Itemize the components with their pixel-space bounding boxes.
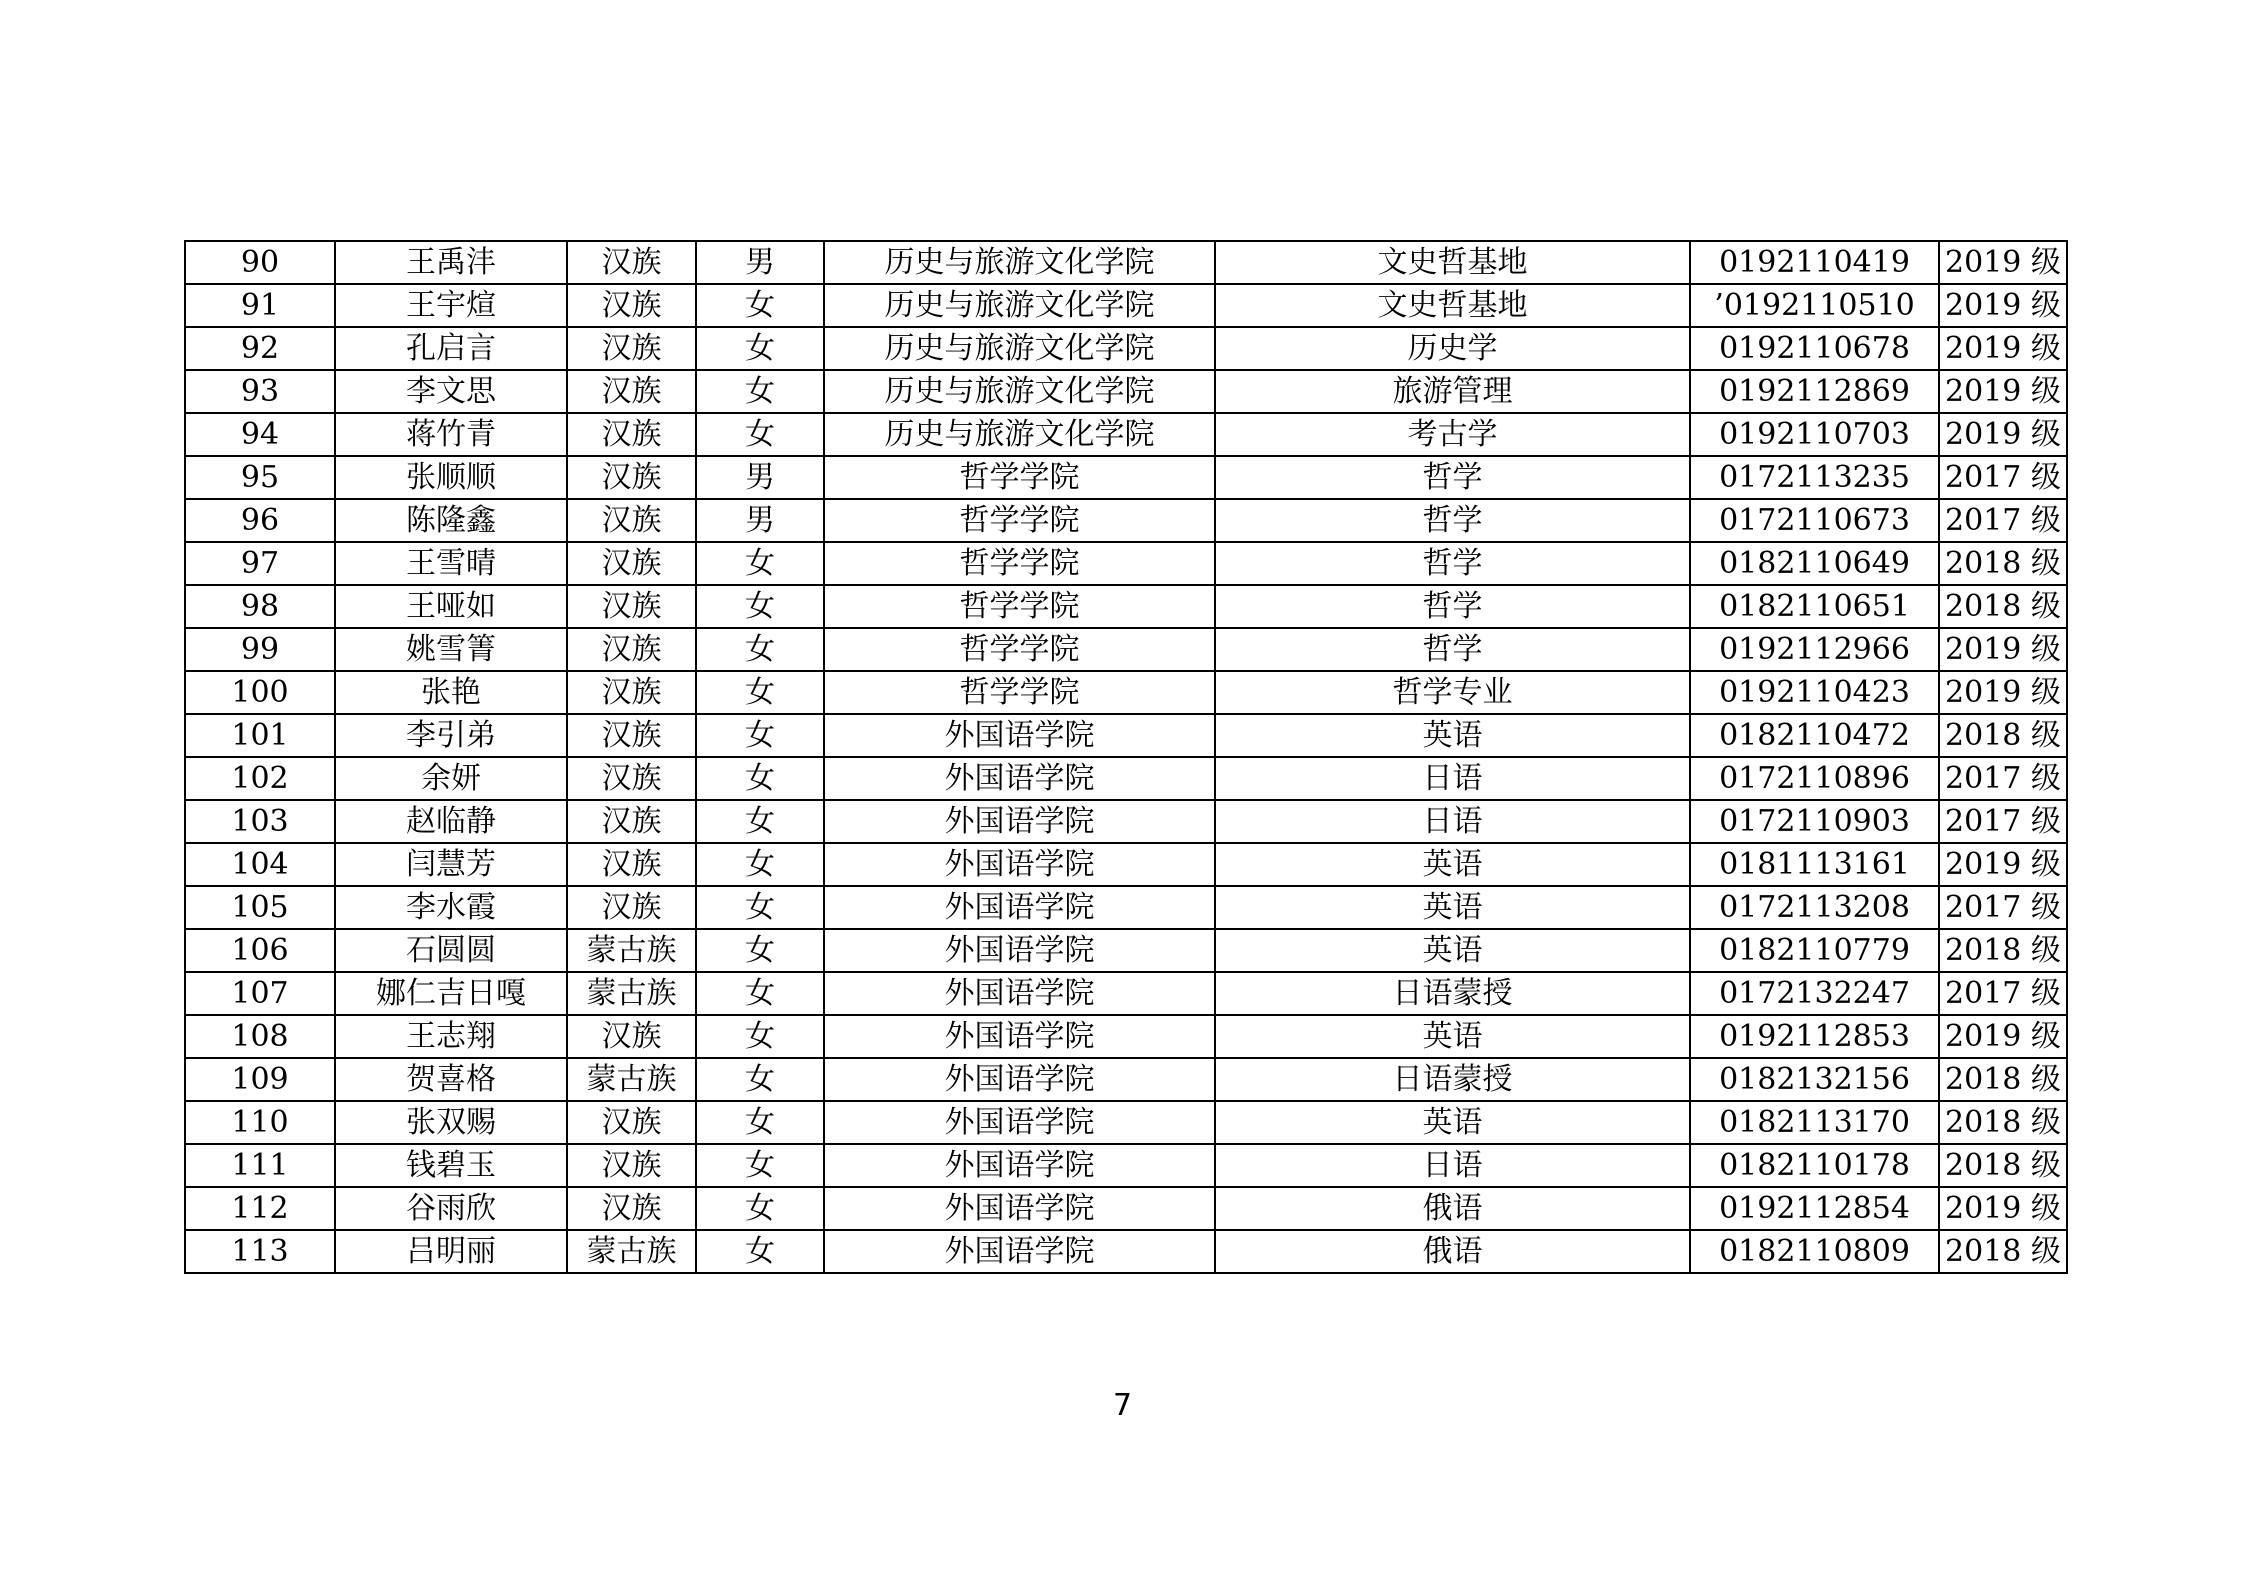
college-cell: 外国语学院 — [824, 1187, 1215, 1230]
college-cell: 外国语学院 — [824, 929, 1215, 972]
name-cell: 赵临静 — [335, 800, 567, 843]
gender-cell: 女 — [696, 370, 824, 413]
ethnicity-cell: 汉族 — [567, 671, 696, 714]
gender-cell: 女 — [696, 1058, 824, 1101]
name-cell: 王雪晴 — [335, 542, 567, 585]
ethnicity-cell: 汉族 — [567, 370, 696, 413]
gender-cell: 男 — [696, 241, 824, 284]
college-cell: 历史与旅游文化学院 — [824, 370, 1215, 413]
gender-cell: 女 — [696, 1144, 824, 1187]
row-index-cell: 104 — [185, 843, 335, 886]
name-cell: 蒋竹青 — [335, 413, 567, 456]
ethnicity-cell: 汉族 — [567, 757, 696, 800]
gender-cell: 女 — [696, 628, 824, 671]
ethnicity-cell: 汉族 — [567, 585, 696, 628]
student-id-cell: 0182113170 — [1690, 1101, 1939, 1144]
table-row — [185, 327, 2067, 370]
name-cell: 石圆圆 — [335, 929, 567, 972]
college-cell: 哲学学院 — [824, 499, 1215, 542]
student-id-cell: 0192110419 — [1690, 241, 1939, 284]
table-row — [185, 886, 2067, 929]
gender-cell: 女 — [696, 284, 824, 327]
row-index-cell: 99 — [185, 628, 335, 671]
gender-cell: 女 — [696, 1015, 824, 1058]
gender-cell: 女 — [696, 1230, 824, 1273]
table-row — [185, 972, 2067, 1015]
row-index-cell: 94 — [185, 413, 335, 456]
ethnicity-cell: 汉族 — [567, 1101, 696, 1144]
major-cell: 日语 — [1215, 1144, 1690, 1187]
ethnicity-cell: 汉族 — [567, 241, 696, 284]
major-cell: 英语 — [1215, 1101, 1690, 1144]
grade-cell: 2017 级 — [1939, 456, 2067, 499]
roster-body — [185, 241, 2067, 1273]
grade-cell: 2017 级 — [1939, 972, 2067, 1015]
name-cell: 吕明丽 — [335, 1230, 567, 1273]
gender-cell: 女 — [696, 327, 824, 370]
student-id-cell: 0182110651 — [1690, 585, 1939, 628]
table-row — [185, 1187, 2067, 1230]
gender-cell: 女 — [696, 972, 824, 1015]
college-cell: 外国语学院 — [824, 714, 1215, 757]
table-row — [185, 714, 2067, 757]
college-cell: 外国语学院 — [824, 757, 1215, 800]
grade-cell: 2019 级 — [1939, 1015, 2067, 1058]
college-cell: 哲学学院 — [824, 542, 1215, 585]
row-index-cell: 90 — [185, 241, 335, 284]
row-index-cell: 109 — [185, 1058, 335, 1101]
row-index-cell: 107 — [185, 972, 335, 1015]
gender-cell: 女 — [696, 843, 824, 886]
name-cell: 娜仁吉日嘎 — [335, 972, 567, 1015]
college-cell: 历史与旅游文化学院 — [824, 241, 1215, 284]
grade-cell: 2019 级 — [1939, 628, 2067, 671]
student-id-cell: ’0192110510 — [1690, 284, 1939, 327]
grade-cell: 2018 级 — [1939, 1144, 2067, 1187]
name-cell: 谷雨欣 — [335, 1187, 567, 1230]
major-cell: 哲学 — [1215, 628, 1690, 671]
grade-cell: 2017 级 — [1939, 757, 2067, 800]
major-cell: 英语 — [1215, 843, 1690, 886]
table-row — [185, 671, 2067, 714]
table-row — [185, 585, 2067, 628]
grade-cell: 2018 级 — [1939, 585, 2067, 628]
gender-cell: 男 — [696, 456, 824, 499]
gender-cell: 女 — [696, 1187, 824, 1230]
college-cell: 外国语学院 — [824, 1015, 1215, 1058]
grade-cell: 2019 级 — [1939, 327, 2067, 370]
table-row — [185, 499, 2067, 542]
ethnicity-cell: 蒙古族 — [567, 1230, 696, 1273]
gender-cell: 女 — [696, 757, 824, 800]
gender-cell: 女 — [696, 800, 824, 843]
major-cell: 日语 — [1215, 757, 1690, 800]
student-id-cell: 0172113235 — [1690, 456, 1939, 499]
major-cell: 旅游管理 — [1215, 370, 1690, 413]
student-id-cell: 0192112966 — [1690, 628, 1939, 671]
name-cell: 王宇煊 — [335, 284, 567, 327]
ethnicity-cell: 汉族 — [567, 843, 696, 886]
ethnicity-cell: 汉族 — [567, 1144, 696, 1187]
student-id-cell: 0192110678 — [1690, 327, 1939, 370]
name-cell: 陈隆鑫 — [335, 499, 567, 542]
ethnicity-cell: 蒙古族 — [567, 972, 696, 1015]
student-id-cell: 0182132156 — [1690, 1058, 1939, 1101]
ethnicity-cell: 汉族 — [567, 542, 696, 585]
ethnicity-cell: 汉族 — [567, 284, 696, 327]
name-cell: 张双赐 — [335, 1101, 567, 1144]
grade-cell: 2018 级 — [1939, 1058, 2067, 1101]
student-id-cell: 0192112853 — [1690, 1015, 1939, 1058]
grade-cell: 2018 级 — [1939, 1230, 2067, 1273]
gender-cell: 女 — [696, 413, 824, 456]
name-cell: 余妍 — [335, 757, 567, 800]
college-cell: 外国语学院 — [824, 972, 1215, 1015]
grade-cell: 2017 级 — [1939, 800, 2067, 843]
major-cell: 日语蒙授 — [1215, 972, 1690, 1015]
student-id-cell: 0182110649 — [1690, 542, 1939, 585]
major-cell: 英语 — [1215, 714, 1690, 757]
grade-cell: 2018 级 — [1939, 714, 2067, 757]
row-index-cell: 106 — [185, 929, 335, 972]
ethnicity-cell: 汉族 — [567, 499, 696, 542]
college-cell: 哲学学院 — [824, 456, 1215, 499]
table-row — [185, 929, 2067, 972]
grade-cell: 2017 级 — [1939, 886, 2067, 929]
gender-cell: 女 — [696, 1101, 824, 1144]
college-cell: 外国语学院 — [824, 1230, 1215, 1273]
ethnicity-cell: 汉族 — [567, 1187, 696, 1230]
ethnicity-cell: 汉族 — [567, 413, 696, 456]
student-id-cell: 0181113161 — [1690, 843, 1939, 886]
student-id-cell: 0192110423 — [1690, 671, 1939, 714]
row-index-cell: 93 — [185, 370, 335, 413]
gender-cell: 女 — [696, 671, 824, 714]
grade-cell: 2018 级 — [1939, 1101, 2067, 1144]
table-row — [185, 542, 2067, 585]
row-index-cell: 111 — [185, 1144, 335, 1187]
table-row — [185, 1058, 2067, 1101]
name-cell: 李引弟 — [335, 714, 567, 757]
ethnicity-cell: 汉族 — [567, 628, 696, 671]
college-cell: 外国语学院 — [824, 800, 1215, 843]
grade-cell: 2019 级 — [1939, 284, 2067, 327]
grade-cell: 2019 级 — [1939, 671, 2067, 714]
grade-cell: 2019 级 — [1939, 413, 2067, 456]
student-id-cell: 0172132247 — [1690, 972, 1939, 1015]
row-index-cell: 101 — [185, 714, 335, 757]
name-cell: 李文思 — [335, 370, 567, 413]
gender-cell: 女 — [696, 542, 824, 585]
college-cell: 哲学学院 — [824, 628, 1215, 671]
student-id-cell: 0182110472 — [1690, 714, 1939, 757]
table-row — [185, 456, 2067, 499]
gender-cell: 男 — [696, 499, 824, 542]
major-cell: 日语蒙授 — [1215, 1058, 1690, 1101]
student-id-cell: 0172110903 — [1690, 800, 1939, 843]
grade-cell: 2019 级 — [1939, 241, 2067, 284]
row-index-cell: 102 — [185, 757, 335, 800]
name-cell: 钱碧玉 — [335, 1144, 567, 1187]
row-index-cell: 113 — [185, 1230, 335, 1273]
grade-cell: 2017 级 — [1939, 499, 2067, 542]
row-index-cell: 112 — [185, 1187, 335, 1230]
table-row — [185, 1230, 2067, 1273]
student-id-cell: 0172110896 — [1690, 757, 1939, 800]
name-cell: 孔启言 — [335, 327, 567, 370]
table-row — [185, 1101, 2067, 1144]
college-cell: 哲学学院 — [824, 585, 1215, 628]
name-cell: 闫慧芳 — [335, 843, 567, 886]
name-cell: 贺喜格 — [335, 1058, 567, 1101]
name-cell: 王志翔 — [335, 1015, 567, 1058]
major-cell: 考古学 — [1215, 413, 1690, 456]
major-cell: 英语 — [1215, 929, 1690, 972]
college-cell: 外国语学院 — [824, 1058, 1215, 1101]
major-cell: 历史学 — [1215, 327, 1690, 370]
college-cell: 外国语学院 — [824, 843, 1215, 886]
ethnicity-cell: 汉族 — [567, 327, 696, 370]
major-cell: 日语 — [1215, 800, 1690, 843]
grade-cell: 2019 级 — [1939, 843, 2067, 886]
student-id-cell: 0172110673 — [1690, 499, 1939, 542]
gender-cell: 女 — [696, 714, 824, 757]
student-id-cell: 0192112854 — [1690, 1187, 1939, 1230]
grade-cell: 2018 级 — [1939, 929, 2067, 972]
row-index-cell: 97 — [185, 542, 335, 585]
row-index-cell: 103 — [185, 800, 335, 843]
college-cell: 外国语学院 — [824, 1144, 1215, 1187]
table-row — [185, 800, 2067, 843]
student-id-cell: 0182110809 — [1690, 1230, 1939, 1273]
table-row — [185, 241, 2067, 284]
grade-cell: 2019 级 — [1939, 370, 2067, 413]
major-cell: 哲学 — [1215, 585, 1690, 628]
table-row — [185, 1144, 2067, 1187]
table-row — [185, 843, 2067, 886]
student-id-cell: 0182110178 — [1690, 1144, 1939, 1187]
ethnicity-cell: 蒙古族 — [567, 929, 696, 972]
table-row — [185, 370, 2067, 413]
grade-cell: 2019 级 — [1939, 1187, 2067, 1230]
ethnicity-cell: 蒙古族 — [567, 1058, 696, 1101]
name-cell: 王禹沣 — [335, 241, 567, 284]
student-roster-table — [184, 240, 2068, 1274]
major-cell: 文史哲基地 — [1215, 284, 1690, 327]
grade-cell: 2018 级 — [1939, 542, 2067, 585]
college-cell: 外国语学院 — [824, 886, 1215, 929]
gender-cell: 女 — [696, 886, 824, 929]
row-index-cell: 95 — [185, 456, 335, 499]
college-cell: 历史与旅游文化学院 — [824, 413, 1215, 456]
row-index-cell: 108 — [185, 1015, 335, 1058]
row-index-cell: 110 — [185, 1101, 335, 1144]
row-index-cell: 92 — [185, 327, 335, 370]
college-cell: 哲学学院 — [824, 671, 1215, 714]
student-id-cell: 0192112869 — [1690, 370, 1939, 413]
ethnicity-cell: 汉族 — [567, 1015, 696, 1058]
gender-cell: 女 — [696, 929, 824, 972]
table-row — [185, 628, 2067, 671]
table-row — [185, 413, 2067, 456]
name-cell: 姚雪箐 — [335, 628, 567, 671]
college-cell: 外国语学院 — [824, 1101, 1215, 1144]
ethnicity-cell: 汉族 — [567, 886, 696, 929]
college-cell: 历史与旅游文化学院 — [824, 327, 1215, 370]
row-index-cell: 91 — [185, 284, 335, 327]
major-cell: 哲学 — [1215, 456, 1690, 499]
major-cell: 俄语 — [1215, 1187, 1690, 1230]
major-cell: 英语 — [1215, 886, 1690, 929]
table-row — [185, 757, 2067, 800]
ethnicity-cell: 汉族 — [567, 456, 696, 499]
name-cell: 王哑如 — [335, 585, 567, 628]
row-index-cell: 96 — [185, 499, 335, 542]
student-id-cell: 0192110703 — [1690, 413, 1939, 456]
college-cell: 历史与旅游文化学院 — [824, 284, 1215, 327]
page-number: 7 — [1112, 1388, 1133, 1423]
ethnicity-cell: 汉族 — [567, 714, 696, 757]
name-cell: 张艳 — [335, 671, 567, 714]
row-index-cell: 98 — [185, 585, 335, 628]
name-cell: 李水霞 — [335, 886, 567, 929]
major-cell: 文史哲基地 — [1215, 241, 1690, 284]
table-row — [185, 1015, 2067, 1058]
gender-cell: 女 — [696, 585, 824, 628]
ethnicity-cell: 汉族 — [567, 800, 696, 843]
major-cell: 哲学 — [1215, 499, 1690, 542]
student-id-cell: 0182110779 — [1690, 929, 1939, 972]
major-cell: 英语 — [1215, 1015, 1690, 1058]
name-cell: 张顺顺 — [335, 456, 567, 499]
row-index-cell: 105 — [185, 886, 335, 929]
row-index-cell: 100 — [185, 671, 335, 714]
major-cell: 俄语 — [1215, 1230, 1690, 1273]
major-cell: 哲学 — [1215, 542, 1690, 585]
student-id-cell: 0172113208 — [1690, 886, 1939, 929]
table-row — [185, 284, 2067, 327]
major-cell: 哲学专业 — [1215, 671, 1690, 714]
